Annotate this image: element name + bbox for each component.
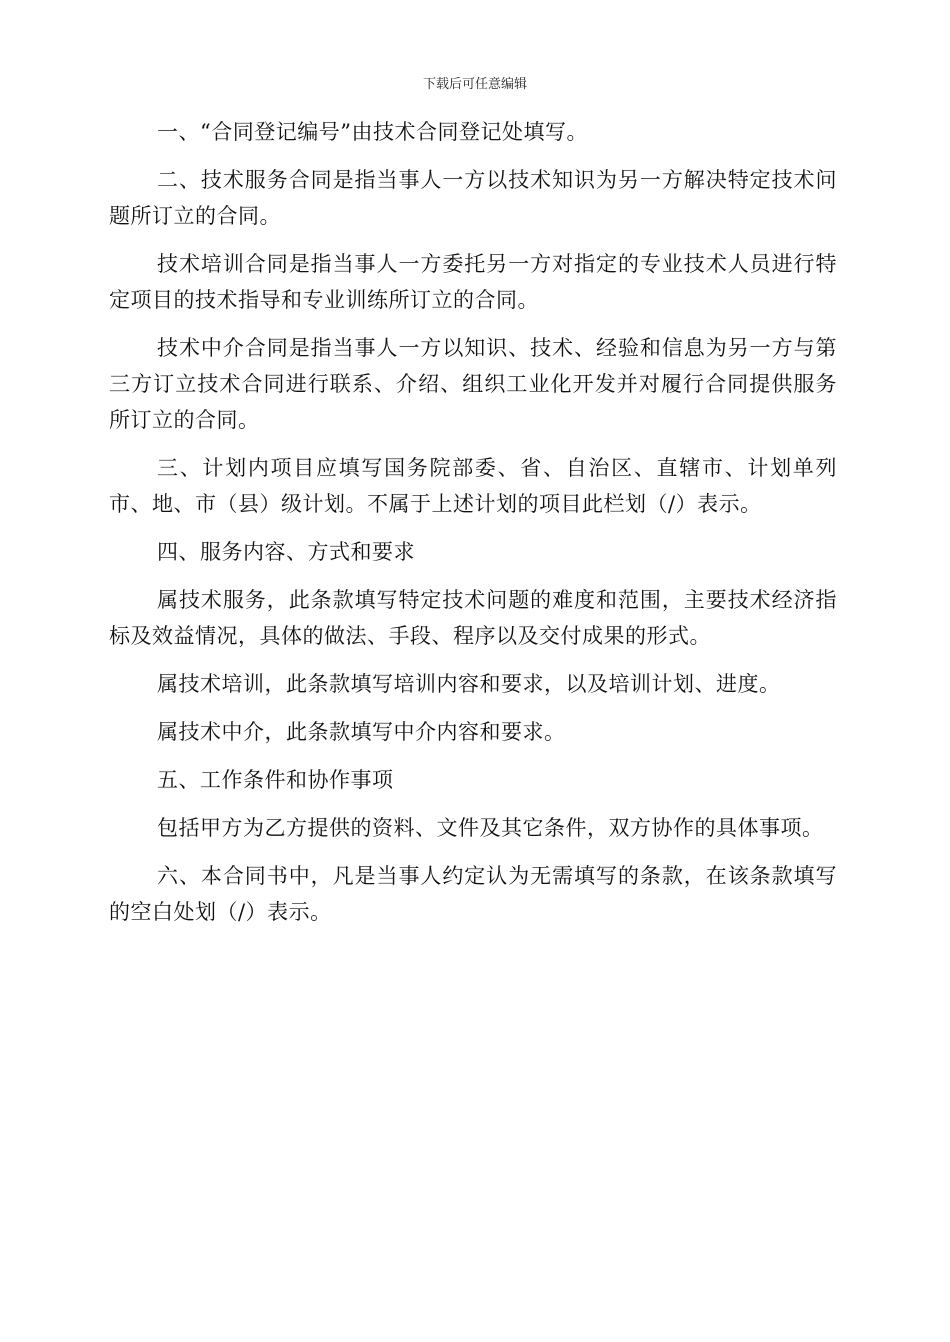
paragraph-registration-number: 一、“合同登记编号”由技术合同登记处填写。 — [157, 120, 588, 144]
paragraph-tech-intermediary-terms: 属技术中介，此条款填写中介内容和要求。 — [157, 720, 566, 744]
document-body — [109, 114, 837, 942]
paragraph-tech-service-terms: 属技术服务，此条款填写特定技术问题的难度和范围，主要技术经济指标及效益情况，具体的做法、手段、程序以及交付成果的形式。 — [109, 588, 837, 648]
paragraph-cooperation-items: 包括甲方为乙方提供的资料、文件及其它条件，双方协作的具体事项。 — [157, 816, 824, 840]
paragraph-planned-projects: 三、计划内项目应填写国务院部委、省、自治区、直辖市、计划单列市、地、市（县）级计划。不属于上述计划的项目此栏划（/）表示。 — [109, 456, 837, 516]
header-note: 下载后可任意编辑 — [422, 77, 527, 92]
paragraph-service-contract: 二、技术服务合同是指当事人一方以技术知识为另一方解决特定技术问题所订立的合同。 — [109, 168, 837, 228]
heading-service-content: 四、服务内容、方式和要求 — [157, 540, 415, 564]
paragraph-blank-clauses: 六、本合同书中，凡是当事人约定认为无需填写的条款，在该条款填写的空白处划（/）表示。 — [109, 864, 837, 924]
heading-work-conditions: 五、工作条件和协作事项 — [157, 768, 394, 792]
paragraph-tech-training-terms: 属技术培训，此条款填写培训内容和要求，以及培训计划、进度。 — [157, 672, 781, 696]
paragraph-training-contract: 技术培训合同是指当事人一方委托另一方对指定的专业技术人员进行特定项目的技术指导和专业训练所订立的合同。 — [109, 252, 837, 312]
paragraph-intermediary-contract: 技术中介合同是指当事人一方以知识、技术、经验和信息为另一方与第三方订立技术合同进行联系、介绍、组织工业化开发并对履行合同提供服务所订立的合同。 — [109, 336, 837, 432]
